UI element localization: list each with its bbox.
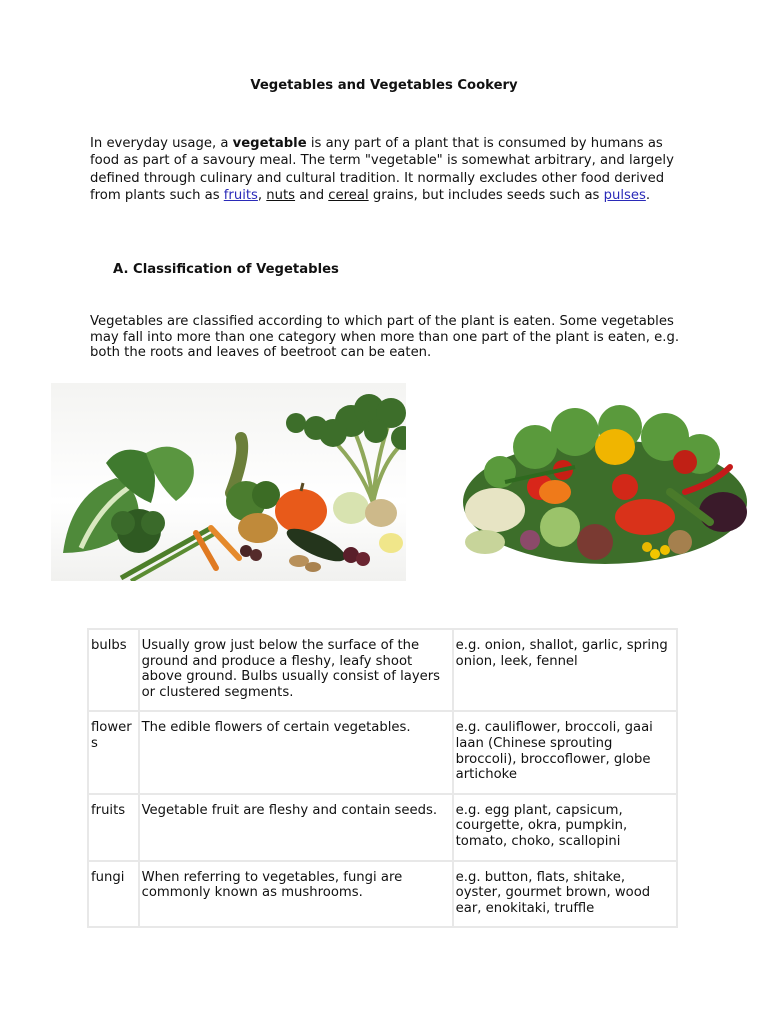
classification-paragraph: Vegetables are classified according to which part of the plant is eaten. Some vegetables may fall into more than one category when more than one part of the plant is eaten, e.g. both the roots and leaves of beetroot can be eaten. (90, 314, 680, 361)
table-row (89, 795, 676, 860)
examples-cell: e.g. cauliflower, broccoli, gaai laan (Chinese sprouting broccoli), broccoflower, globe artichoke (454, 712, 676, 792)
examples-cell: e.g. onion, shallot, garlic, spring onion, leek, fennel (454, 630, 676, 710)
intro-text: . (645, 187, 651, 203)
intro-bold-term: vegetable (232, 136, 307, 151)
intro-text: is any part of a plant that is consumed by humans as food as part of a savoury meal. The term "vegetable" is somewhat arbitrary, and largely defined through culinary and cultural tradition. It normally excludes other food derived from plants such as (90, 136, 674, 203)
intro-text: , (257, 187, 267, 203)
intro-paragraph (90, 135, 690, 204)
pulses-link[interactable]: pulses (603, 187, 646, 203)
description-cell: The edible flowers of certain vegetables. (140, 712, 452, 792)
page-title: Vegetables and Vegetables Cookery (250, 78, 518, 93)
vegetable-classification-table (87, 628, 678, 928)
section-heading: A. Classification of Vegetables (113, 262, 339, 277)
examples-cell: e.g. button, flats, shitake, oyster, gourmet brown, wood ear, enokitaki, truffle (454, 862, 676, 927)
description-cell: Vegetable fruit are fleshy and contain seeds. (140, 795, 452, 860)
description-cell: Usually grow just below the surface of the ground and produce a fleshy, leafy shoot above ground. Bulbs usually consist of layers or clustered segments. (140, 630, 452, 710)
vegetables-photo-left (51, 383, 406, 581)
cereal-link[interactable]: cereal (328, 187, 369, 203)
intro-text: and (295, 187, 329, 203)
fruits-link[interactable]: fruits (223, 187, 258, 203)
category-cell: flowers (89, 712, 138, 792)
category-cell: bulbs (89, 630, 138, 710)
description-cell: When referring to vegetables, fungi are commonly known as mushrooms. (140, 862, 452, 927)
intro-text: In everyday usage, a (90, 136, 233, 151)
table-row (89, 862, 676, 927)
examples-cell: e.g. egg plant, capsicum, courgette, okra, pumpkin, tomato, choko, scallopini (454, 795, 676, 860)
category-cell: fungi (89, 862, 138, 927)
table-row (89, 630, 676, 710)
vegetables-photo-right (455, 392, 760, 572)
intro-text: grains, but includes seeds such as (368, 187, 604, 203)
table-row (89, 712, 676, 792)
category-cell: fruits (89, 795, 138, 860)
nuts-link[interactable]: nuts (266, 187, 296, 203)
